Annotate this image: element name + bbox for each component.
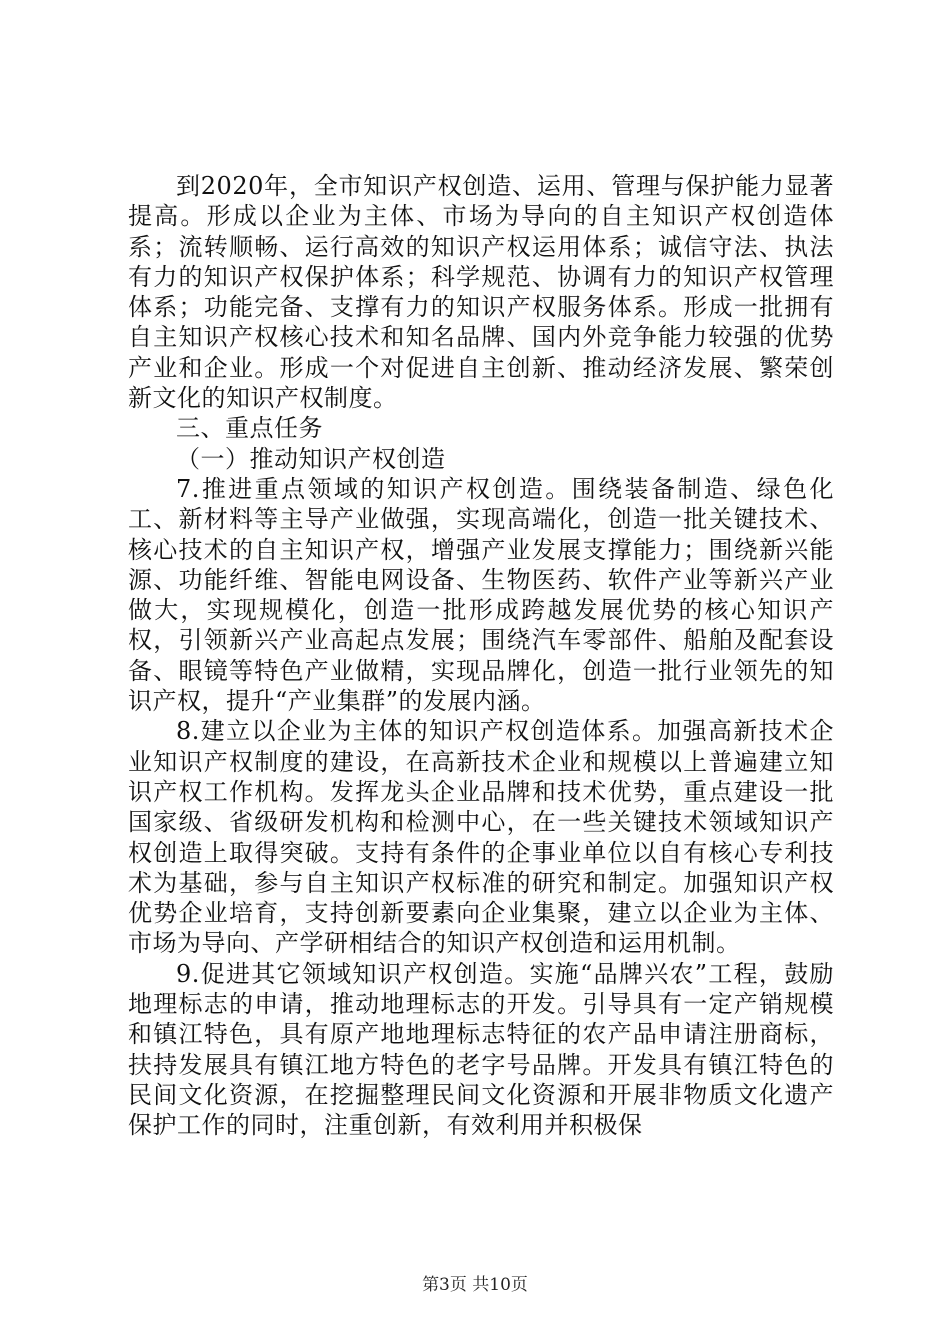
paragraph-goals-2020: 到2020年，全市知识产权创造、运用、管理与保护能力显著提高。形成以企业为主体、市场为导向的自主知识产权创造体系；流转顺畅、运行高效的知识产权运用体系；诚信守法、执法有力的知识产权保护体系；科学规范、协调有力的知识产权管理体系；功能完备、支撑有力的知识产权服务体系。形成一批拥有自主知识产权核心技术和知名品牌、国内外竞争能力较强的优势产业和企业。形成一个对促进自主创新、推动经济发展、繁荣创新文化的知识产权制度。 [128, 172, 834, 413]
subsection-heading-ip-creation: （一）推动知识产权创造 [176, 444, 446, 473]
section-heading-key-tasks: 三、重点任务 [176, 414, 323, 443]
paragraph-item-9: 9.促进其它领域知识产权创造。实施“品牌兴农”工程，鼓励地理标志的申请，推动地理标志的开发。引导具有一定产销规模和镇江特色，具有原产地地理标志特征的农产品申请注册商标，扶持发展具有镇江地方特色的老字号品牌。开发具有镇江特色的民间文化资源，在挖掘整理民间文化资源和开展非物质文化遗产保护工作的同时，注重创新，有效利用并积极保 [128, 959, 834, 1140]
page-footer: 第3页 共10页 [422, 1275, 528, 1295]
document-body [128, 171, 834, 1141]
paragraph-item-8: 8.建立以企业为主体的知识产权创造体系。加强高新技术企业知识产权制度的建设，在高新技术企业和规模以上普遍建立知识产权工作机构。发挥龙头企业品牌和技术优势，重点建设一批国家级、省级研发机构和检测中心，在一些关键技术领域知识产权创造上取得突破。支持有条件的企事业单位以自有核心专利技术为基础，参与自主知识产权标准的研究和制定。加强知识产权优势企业培育，支持创新要素向企业集聚，建立以企业为主体、市场为导向、产学研相结合的知识产权创造和运用机制。 [128, 717, 834, 958]
paragraph-item-7: 7.推进重点领域的知识产权创造。围绕装备制造、绿色化工、新材料等主导产业做强，实现高端化，创造一批关键技术、核心技术的自主知识产权，增强产业发展支撑能力；围绕新兴能源、功能纤维、智能电网设备、生物医药、软件产业等新兴产业做大，实现规模化，创造一批形成跨越发展优势的核心知识产权，引领新兴产业高起点发展；围绕汽车零部件、船舶及配套设备、眼镜等特色产业做精，实现品牌化，创造一批行业领先的知识产权，提升“产业集群”的发展内涵。 [128, 474, 834, 716]
